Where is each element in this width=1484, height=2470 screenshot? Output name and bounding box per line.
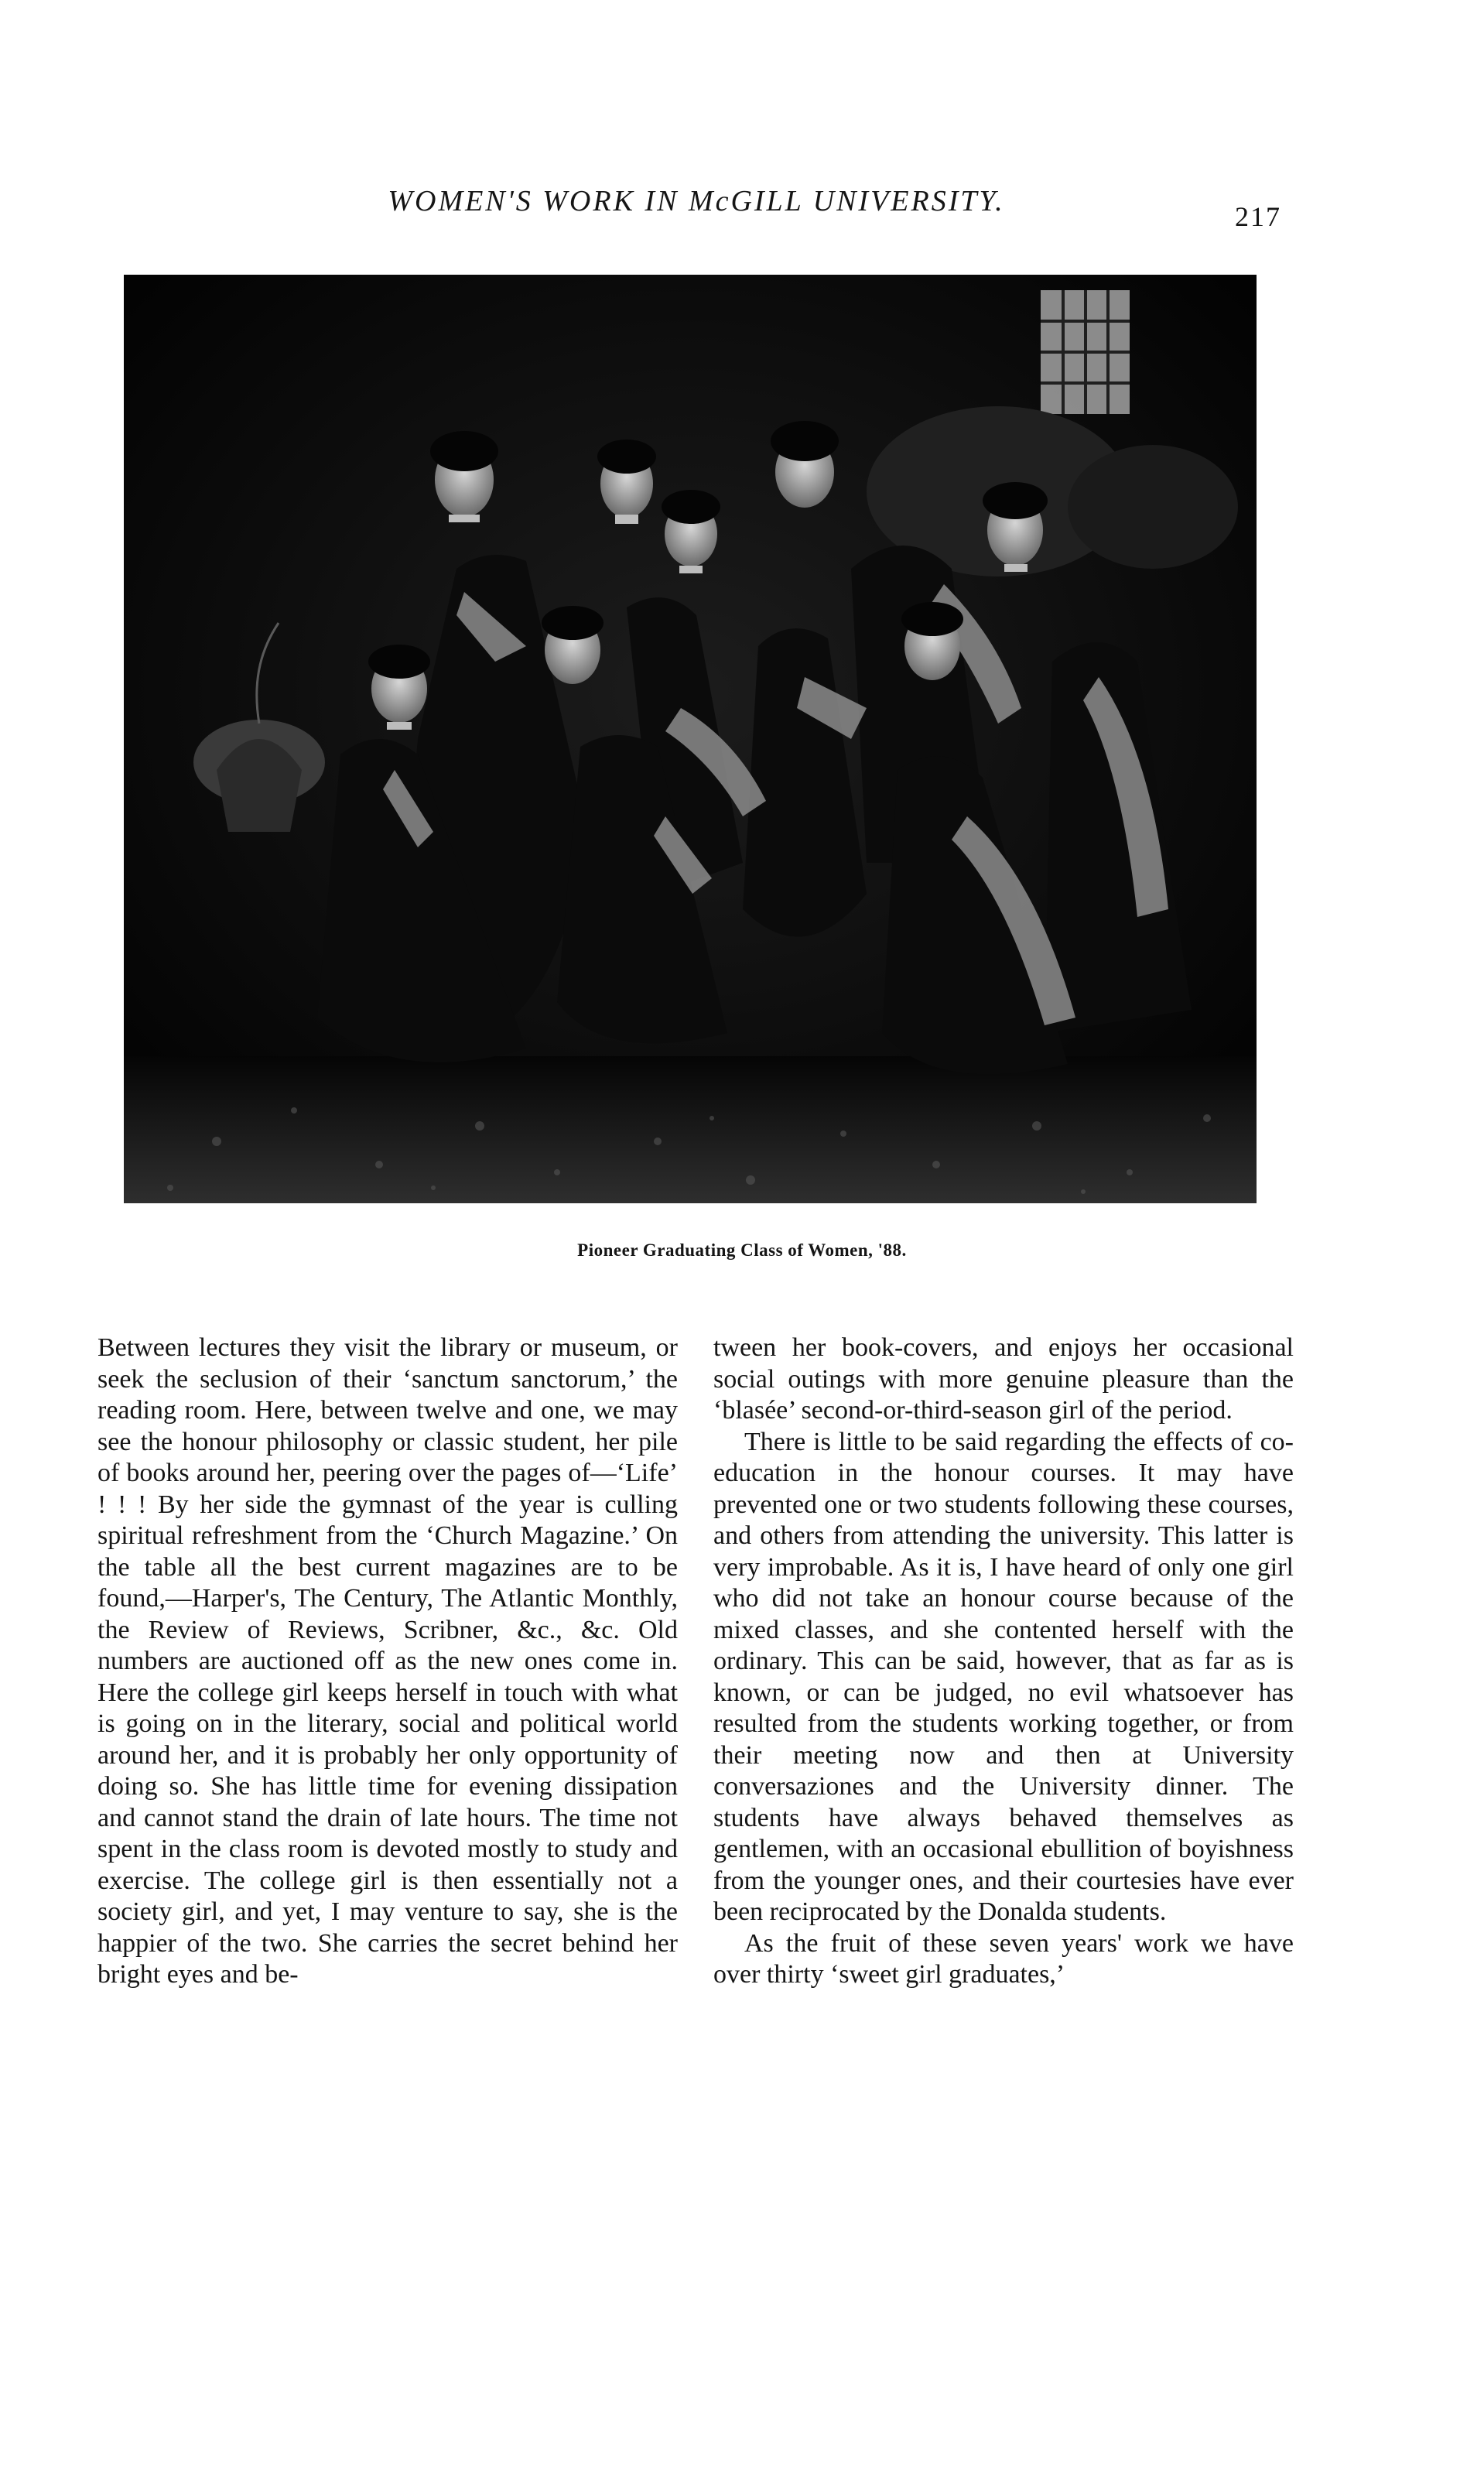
paragraph: There is little to be said regarding the effects of co-education in the honour courses. It may have prevented one or two students following these courses, and others from attending the university. This latter is very improbable. As it is, I have heard of only one girl who did not take an honour course because of the mixed classes, and she contented herself with the ordinary. This can be said, however, that as far as is known, or can be judged, no evil whatsoever has resulted from the students working together, or from their meeting now and then at University conversaziones and the University dinner. The students have always behaved themselves as gentlemen, with an occasional ebullition of boyishness from the younger ones, and their courtesies have ever been reciprocated by the Donalda students. xyxy=(713,1427,1294,1926)
right-column xyxy=(713,1332,1294,1991)
paragraph: tween her book-covers, and enjoys her occasional social outings with more genuine pleasure than the ‘blasée’ second-or-third-season girl of the period. xyxy=(713,1333,1294,1425)
paragraph: As the fruit of these seven years' work we have over thirty ‘sweet girl graduates,’ xyxy=(713,1928,1294,1989)
page-number: 217 xyxy=(1235,201,1281,232)
left-column xyxy=(97,1332,678,1991)
photo-caption: Pioneer Graduating Class of Women, '88. xyxy=(577,1240,907,1260)
running-title: WOMEN'S WORK IN McGILL UNIVERSITY. xyxy=(388,185,1005,217)
paragraph: Between lectures they visit the library or museum, or seek the seclusion of their ‘sanctum sanctorum,’ the reading room. Here, between twelve and one, we may see the honour philosophy or classic student, her pile of books around her, peering over the pages of—‘Life’ ! ! ! By her side the gymnast of the year is culling spiritual refreshment from the ‘Church Magazine.’ On the table all the best current magazines are to be found,—Harper's, The Century, The Atlantic Monthly, the Review of Reviews, Scribner, &c., &c. Old numbers are auctioned off as the new ones come in. Here the college girl keeps herself in touch with what is going on in the literary, social and political world around her, and it is probably her only opportunity of doing so. She has little time for evening dissipation and cannot stand the drain of late hours. The time not spent in the class room is devoted mostly to study and exercise. The college girl is then essentially not a society girl, and yet, I may venture to say, she is the happier of the two. She carries the secret behind her bright eyes and be- xyxy=(97,1333,678,1989)
class-photograph xyxy=(124,275,1257,1203)
window xyxy=(1041,290,1130,414)
